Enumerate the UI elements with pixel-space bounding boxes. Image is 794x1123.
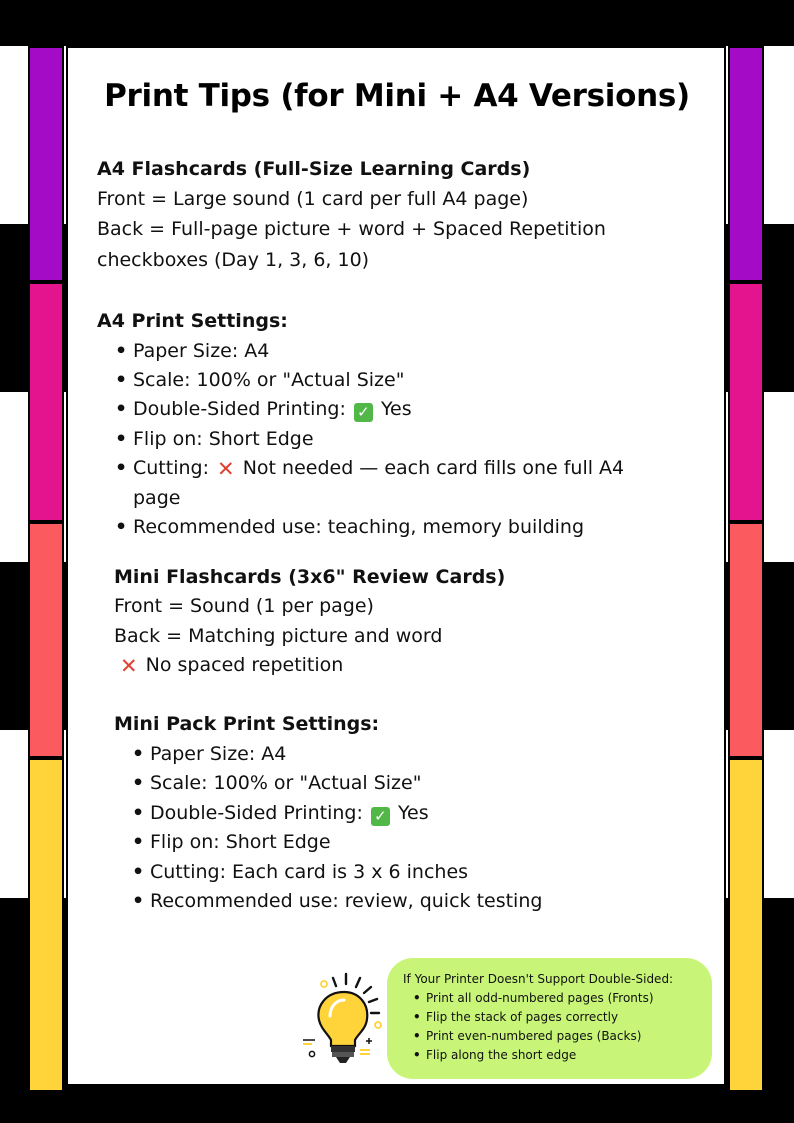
- a4-cutting-continued: page: [133, 487, 181, 509]
- a4-back-line1: Back = Full-page picture + word + Spaced Repetition: [97, 218, 606, 240]
- left-tab-yellow: [28, 758, 64, 1092]
- mini-recommended-use: • Recommended use: review, quick testing: [150, 889, 542, 913]
- mini-duplex: [150, 801, 429, 826]
- mini-paper-size: • Paper Size: A4: [150, 742, 286, 766]
- mini-duplex-value: Yes: [397, 802, 429, 824]
- mini-no-spaced-repetition: [118, 653, 343, 677]
- a4-duplex: [133, 397, 412, 422]
- tip-item: • Flip the stack of pages correctly: [426, 1010, 618, 1024]
- mini-scale: • Scale: 100% or "Actual Size": [150, 771, 421, 795]
- right-tab-magenta: [728, 282, 764, 522]
- mini-front: Front = Sound (1 per page): [114, 595, 374, 617]
- checkmark-icon: ✓: [371, 807, 390, 826]
- checkmark-icon: ✓: [354, 403, 373, 422]
- a4-cutting: [133, 456, 624, 480]
- lightbulb-icon: [300, 968, 392, 1068]
- cross-icon: ✕: [120, 654, 138, 678]
- a4-back-line2: checkboxes (Day 1, 3, 6, 10): [97, 249, 370, 271]
- tip-item: • Print even-numbered pages (Backs): [426, 1029, 641, 1043]
- mini-heading: Mini Flashcards (3x6" Review Cards): [114, 566, 506, 588]
- a4-settings-heading: A4 Print Settings:: [97, 310, 288, 332]
- a4-cutting-value: Not needed — each card fills one full A4: [242, 457, 625, 479]
- a4-duplex-label: Double-Sided Printing:: [133, 398, 346, 420]
- a4-paper-size: • Paper Size: A4: [133, 339, 269, 363]
- mini-duplex-label: Double-Sided Printing:: [150, 802, 363, 824]
- a4-cutting-label: Cutting:: [133, 457, 209, 479]
- a4-heading: A4 Flashcards (Full-Size Learning Cards): [97, 158, 531, 180]
- double-sided-tip-box: [387, 958, 712, 1079]
- mini-back: Back = Matching picture and word: [114, 625, 443, 647]
- a4-duplex-value: Yes: [380, 398, 412, 420]
- tip-heading: If Your Printer Doesn't Support Double-Sided:: [403, 972, 674, 986]
- a4-scale: • Scale: 100% or "Actual Size": [133, 368, 404, 392]
- a4-recommended-use: • Recommended use: teaching, memory building: [133, 515, 584, 539]
- tip-item: • Print all odd-numbered pages (Fronts): [426, 991, 654, 1005]
- mini-flip: • Flip on: Short Edge: [150, 830, 331, 854]
- right-tab-coral: [728, 522, 764, 758]
- a4-flip: • Flip on: Short Edge: [133, 427, 314, 451]
- cross-icon: ✕: [217, 457, 235, 481]
- mini-settings-heading: Mini Pack Print Settings:: [114, 713, 380, 735]
- a4-front: Front = Large sound (1 card per full A4 page): [97, 188, 529, 210]
- mini-no-sr-text: No spaced repetition: [145, 654, 344, 676]
- left-tab-magenta: [28, 282, 64, 522]
- page-title: Print Tips (for Mini + A4 Versions): [104, 78, 690, 114]
- tip-item: • Flip along the short edge: [426, 1048, 576, 1062]
- mini-cutting: • Cutting: Each card is 3 x 6 inches: [150, 860, 468, 884]
- left-tab-coral: [28, 522, 64, 758]
- right-tab-yellow: [728, 758, 764, 1092]
